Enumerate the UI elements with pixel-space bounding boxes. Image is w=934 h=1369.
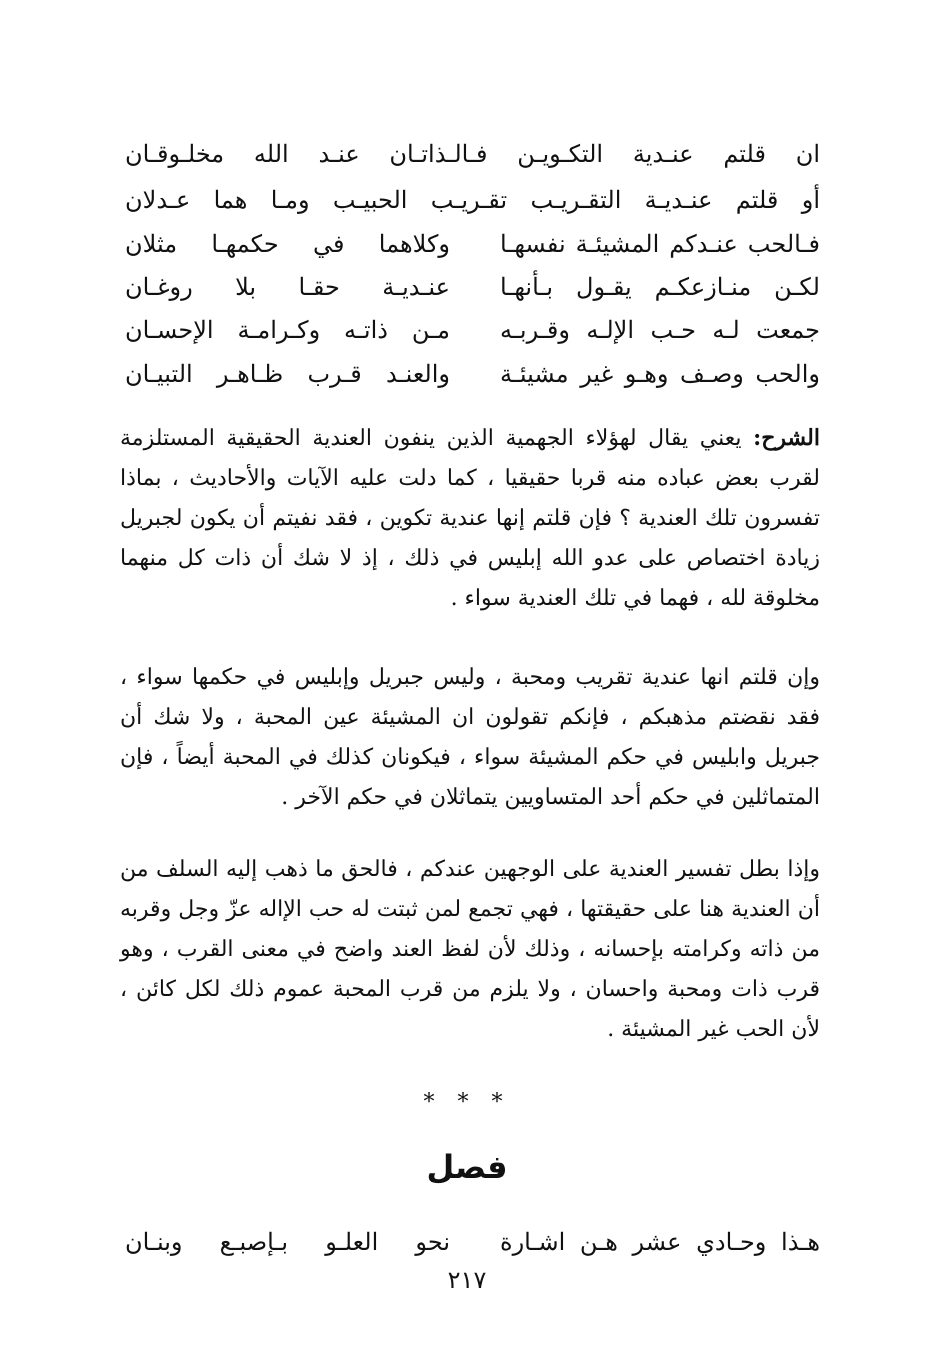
commentary-paragraph-2: وإن قلتم انها عندية تقريب ومحبة ، وليس جبريل وإبليس في حكمها سواء ، فقد نقضتم مذهبكم ، فإنكم تقولون ان المشيئة عين المحبة ، ولا شك أن جبريل وابليس في حكم المشيئة سواء ، فيكونان كذلك في المحبة أيضاً ، فإن المتماثلين في حكم أحد المتساويين يتماثلان في حكم الآخر . <box>120 665 820 810</box>
couplet-2-right: لكـن منـازعكـم يقـول بـأنهـا <box>500 273 820 301</box>
commentary-label: الشرح: <box>753 425 820 451</box>
commentary-p1-text: يعني يقال لهؤلاء الجهمية الذين ينفون العندية الحقيقية المستلزمة لقرب بعض عباده منه قربا حقيقيا ، كما دلت عليه الآيات والأحاديث ، بماذا تفسرون تلك العندية ؟ فإن قلتم إنها عندية تكوين ، فقد نفيتم أن يكون لجبريل زيادة اختصاص على عدو الله إبليس في ذلك ، إذ لا شك أن ذات كل منهما مخلوقة لله ، فهما في تلك العندية سواء . <box>120 426 820 611</box>
last-verse-left: نحو العلـو بـإصبـع وبنـان <box>125 1228 450 1256</box>
poem-line-1: ان قلتم عنـدية التكـويـن فـالـذاتـان عنـد الله مخلـوقـان <box>125 140 820 168</box>
couplet-4-left: والعنـد قـرب ظـاهـر التبيـان <box>125 360 450 388</box>
commentary-paragraph-3: وإذا بطل تفسير العندية على الوجهين عندكم ، فالحق ما ذهب إليه السلف من أن العندية هنا على حقيقتها ، فهي تجمع لمن ثبتت له حب الإاله عزّ وجل وقربه من ذاته وكرامته بإحسانه ، وذلك لأن لفظ العند واضح في معنى القرب ، وهو قرب ذات ومحبة واحسان ، ولا يلزم من قرب المحبة عموم ذلك لكل كائن ، لأن الحب غير المشيئة . <box>120 857 820 1042</box>
couplet-3-right: جمعت لـه حـب الإلـه وقـربـه <box>500 316 820 344</box>
poem-line-2: أو قلتم عنـديـة التقـريـب تقـريـب الحبيـب ومـا هما عـدلان <box>125 186 820 214</box>
last-verse-right: هـذا وحـادي عشر هـن اشـارة <box>500 1228 820 1256</box>
commentary-paragraph-1 <box>120 418 820 619</box>
couplet-1-right: فـالحب عنـدكم المشيئـة نفسهـا <box>500 230 820 258</box>
section-heading: فصل <box>426 1148 508 1186</box>
section-separator: * * * <box>423 1090 511 1115</box>
page-number: ٢١٧ <box>447 1266 487 1294</box>
couplet-2-left: عنـديـة حقـا بلا روغـان <box>125 273 450 301</box>
couplet-1-left: وكلاهما في حكمهـا مثلان <box>125 230 450 258</box>
couplet-4-right: والحب وصـف وهـو غير مشيئـة <box>500 360 820 388</box>
couplet-3-left: مـن ذاتـه وكـرامـة الإحسـان <box>125 316 450 344</box>
